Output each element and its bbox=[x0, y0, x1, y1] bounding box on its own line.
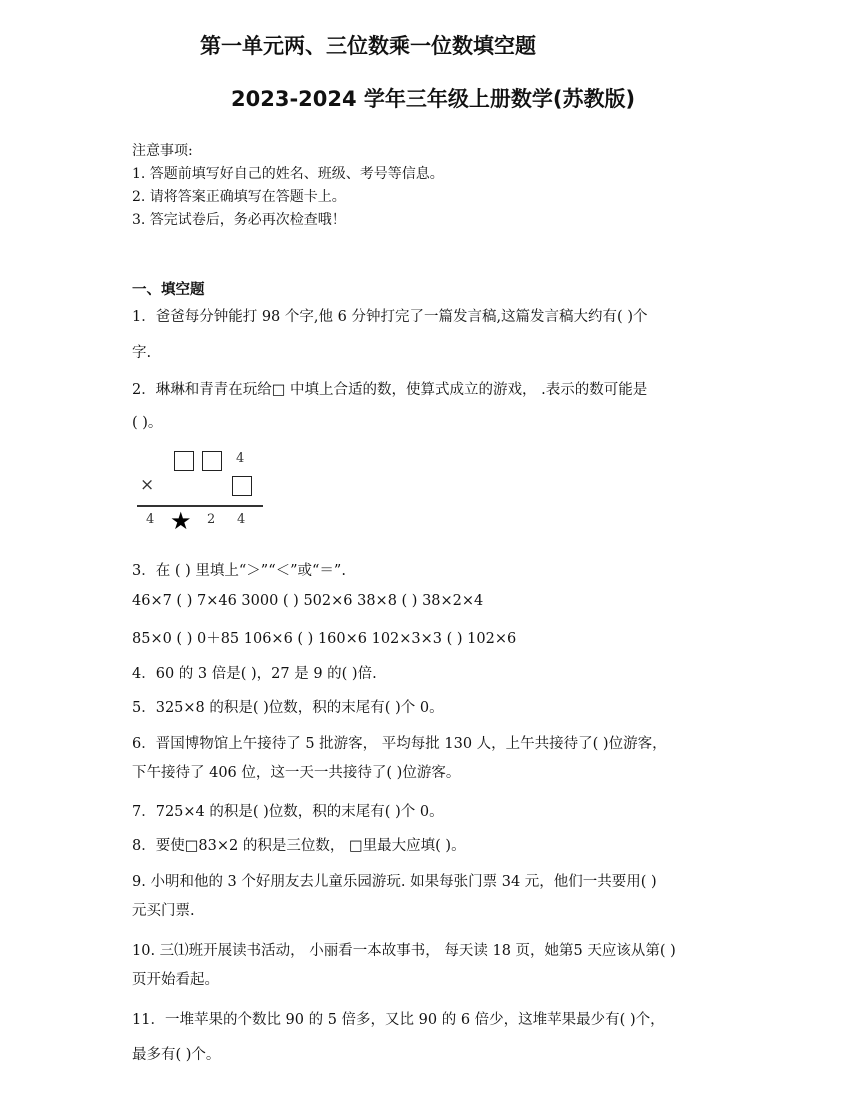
times-sign: × bbox=[140, 475, 155, 495]
top-digit: 4 bbox=[236, 451, 245, 466]
title-line-2: 2023-2024 学年三年级上册数学(苏教版) bbox=[231, 87, 636, 111]
question-7: 7．725×4 的积是( )位数，积的末尾有( )个 0。 bbox=[132, 804, 444, 820]
note-item: 2. 请将答案正确填写在答题卡上。 bbox=[132, 189, 346, 205]
question-11-line-1: 11．一堆苹果的个数比 90 的 5 倍多，又比 90 的 6 倍少，这堆苹果最少有( )个， bbox=[132, 1012, 665, 1028]
question-9-line-2: 元买门票. bbox=[132, 903, 195, 919]
note-item: 3. 答完试卷后，务必再次检查哦！ bbox=[132, 212, 346, 228]
question-2-line-2: ( )。 bbox=[132, 415, 163, 431]
question-11-line-2: 最多有( )个。 bbox=[132, 1047, 221, 1063]
result-digit: 2 bbox=[207, 512, 216, 527]
title-line-1: 第一单元两、三位数乘一位数填空题 bbox=[200, 34, 536, 58]
notes-heading: 注意事项: bbox=[132, 143, 193, 159]
result-digit: 4 bbox=[237, 512, 246, 527]
result-line bbox=[137, 505, 263, 507]
question-9-line-1: 9. 小明和他的 3 个好朋友去儿童乐园游玩. 如果每张门票 34 元，他们一共要用( ) bbox=[132, 874, 657, 890]
question-8: 8．要使□83×2 的积是三位数， □里最大应填( )。 bbox=[132, 838, 466, 854]
question-1-line-1: 1．爸爸每分钟能打 98 个字,他 6 分钟打完了一篇发言稿,这篇发言稿大约有( )个 bbox=[132, 309, 648, 325]
question-10-line-2: 页开始看起。 bbox=[132, 972, 219, 988]
blank-box bbox=[202, 451, 222, 471]
question-4: 4．60 的 3 倍是( )，27 是 9 的( )倍. bbox=[132, 666, 377, 682]
section-title: 一、填空题 bbox=[132, 282, 205, 298]
note-item: 1. 答题前填写好自己的姓名、班级、考号等信息。 bbox=[132, 166, 444, 182]
result-digit: 4 bbox=[146, 512, 155, 527]
question-3-line-1: 3．在 ( ) 里填上“＞”“＜”或“＝”. bbox=[132, 563, 346, 579]
blank-box bbox=[232, 476, 252, 496]
question-5: 5．325×8 的积是( )位数，积的末尾有( )个 0。 bbox=[132, 700, 444, 716]
question-2-line-1: 2．琳琳和青青在玩给□ 中填上合适的数，使算式成立的游戏， .表示的数可能是 bbox=[132, 382, 648, 398]
star-icon: ★ bbox=[170, 507, 192, 535]
blank-box bbox=[174, 451, 194, 471]
question-6-line-2: 下午接待了 406 位，这一天一共接待了( )位游客。 bbox=[132, 765, 461, 781]
question-10-line-1: 10. 三⑴班开展读书活动， 小丽看一本故事书， 每天读 18 页，她第5 天应该从第( ) bbox=[132, 943, 676, 959]
question-3-line-2: 46×7 ( ) 7×46 3000 ( ) 502×6 38×8 ( ) 38×2×4 bbox=[132, 593, 484, 609]
question-3-line-3: 85×0 ( ) 0＋85 106×6 ( ) 160×6 102×3×3 ( ) 102×6 bbox=[132, 631, 517, 647]
question-1-line-2: 字. bbox=[132, 345, 152, 361]
question-6-line-1: 6．晋国博物馆上午接待了 5 批游客， 平均每批 130 人，上午共接待了( )位游客， bbox=[132, 736, 667, 752]
